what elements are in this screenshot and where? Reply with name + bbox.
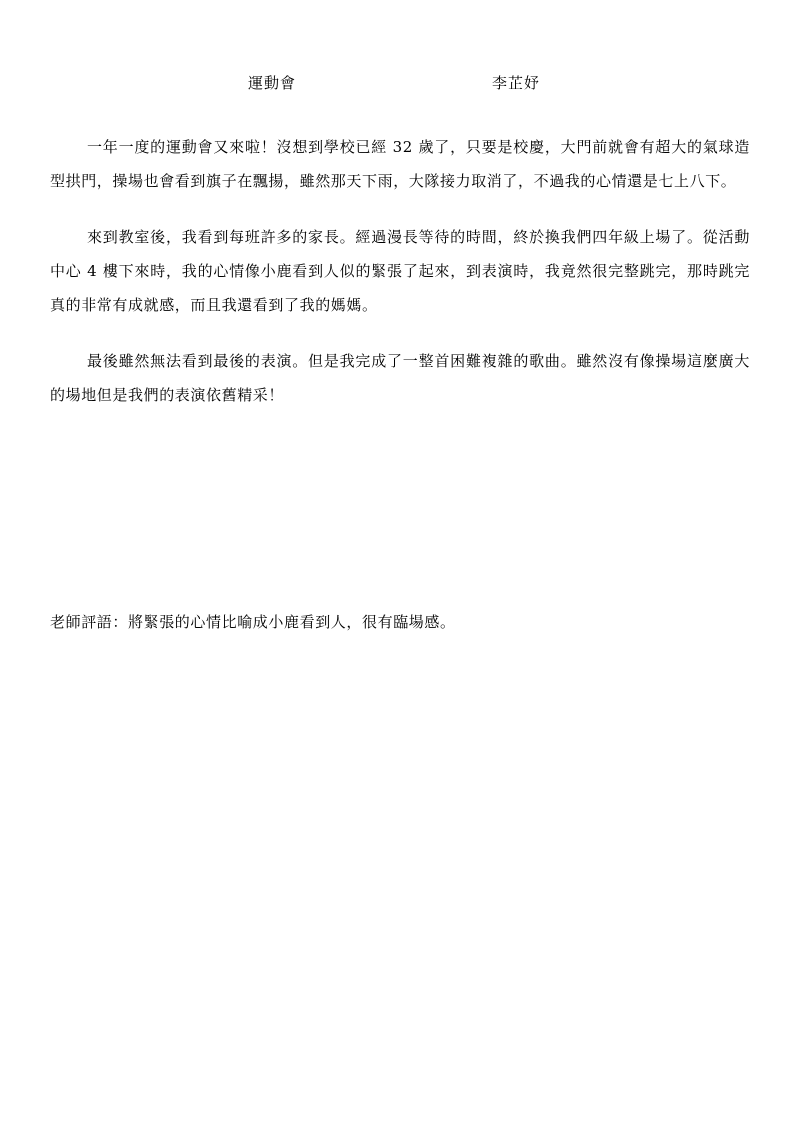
paragraph-3: 最後雖然無法看到最後的表演。但是我完成了一整首困難複雜的歌曲。雖然沒有像操場這麼廣大的場地但是我們的表演依舊精采！	[50, 352, 750, 404]
author-name: 李芷妤	[492, 74, 541, 92]
title-row	[0, 72, 794, 96]
teacher-comment: 老師評語：將緊張的心情比喻成小鹿看到人，很有臨場感。	[50, 613, 456, 631]
paragraph-1: 一年一度的運動會又來啦！沒想到學校已經 32 歲了，只要是校慶，大門前就會有超大的氣球造型拱門，操場也會看到旗子在飄揚，雖然那天下雨，大隊接力取消了，不過我的心情還是七上八下。	[50, 138, 750, 190]
paragraph-2: 來到教室後，我看到每班許多的家長。經過漫長等待的時間，終於換我們四年級上場了。從活動中心 4 樓下來時，我的心情像小鹿看到人似的緊張了起來，到表演時，我竟然很完整跳完，那時跳完真的非常有成就感，而且我還看到了我的媽媽。	[50, 228, 750, 314]
essay-body	[50, 130, 750, 434]
essay-title: 運動會	[248, 74, 297, 92]
